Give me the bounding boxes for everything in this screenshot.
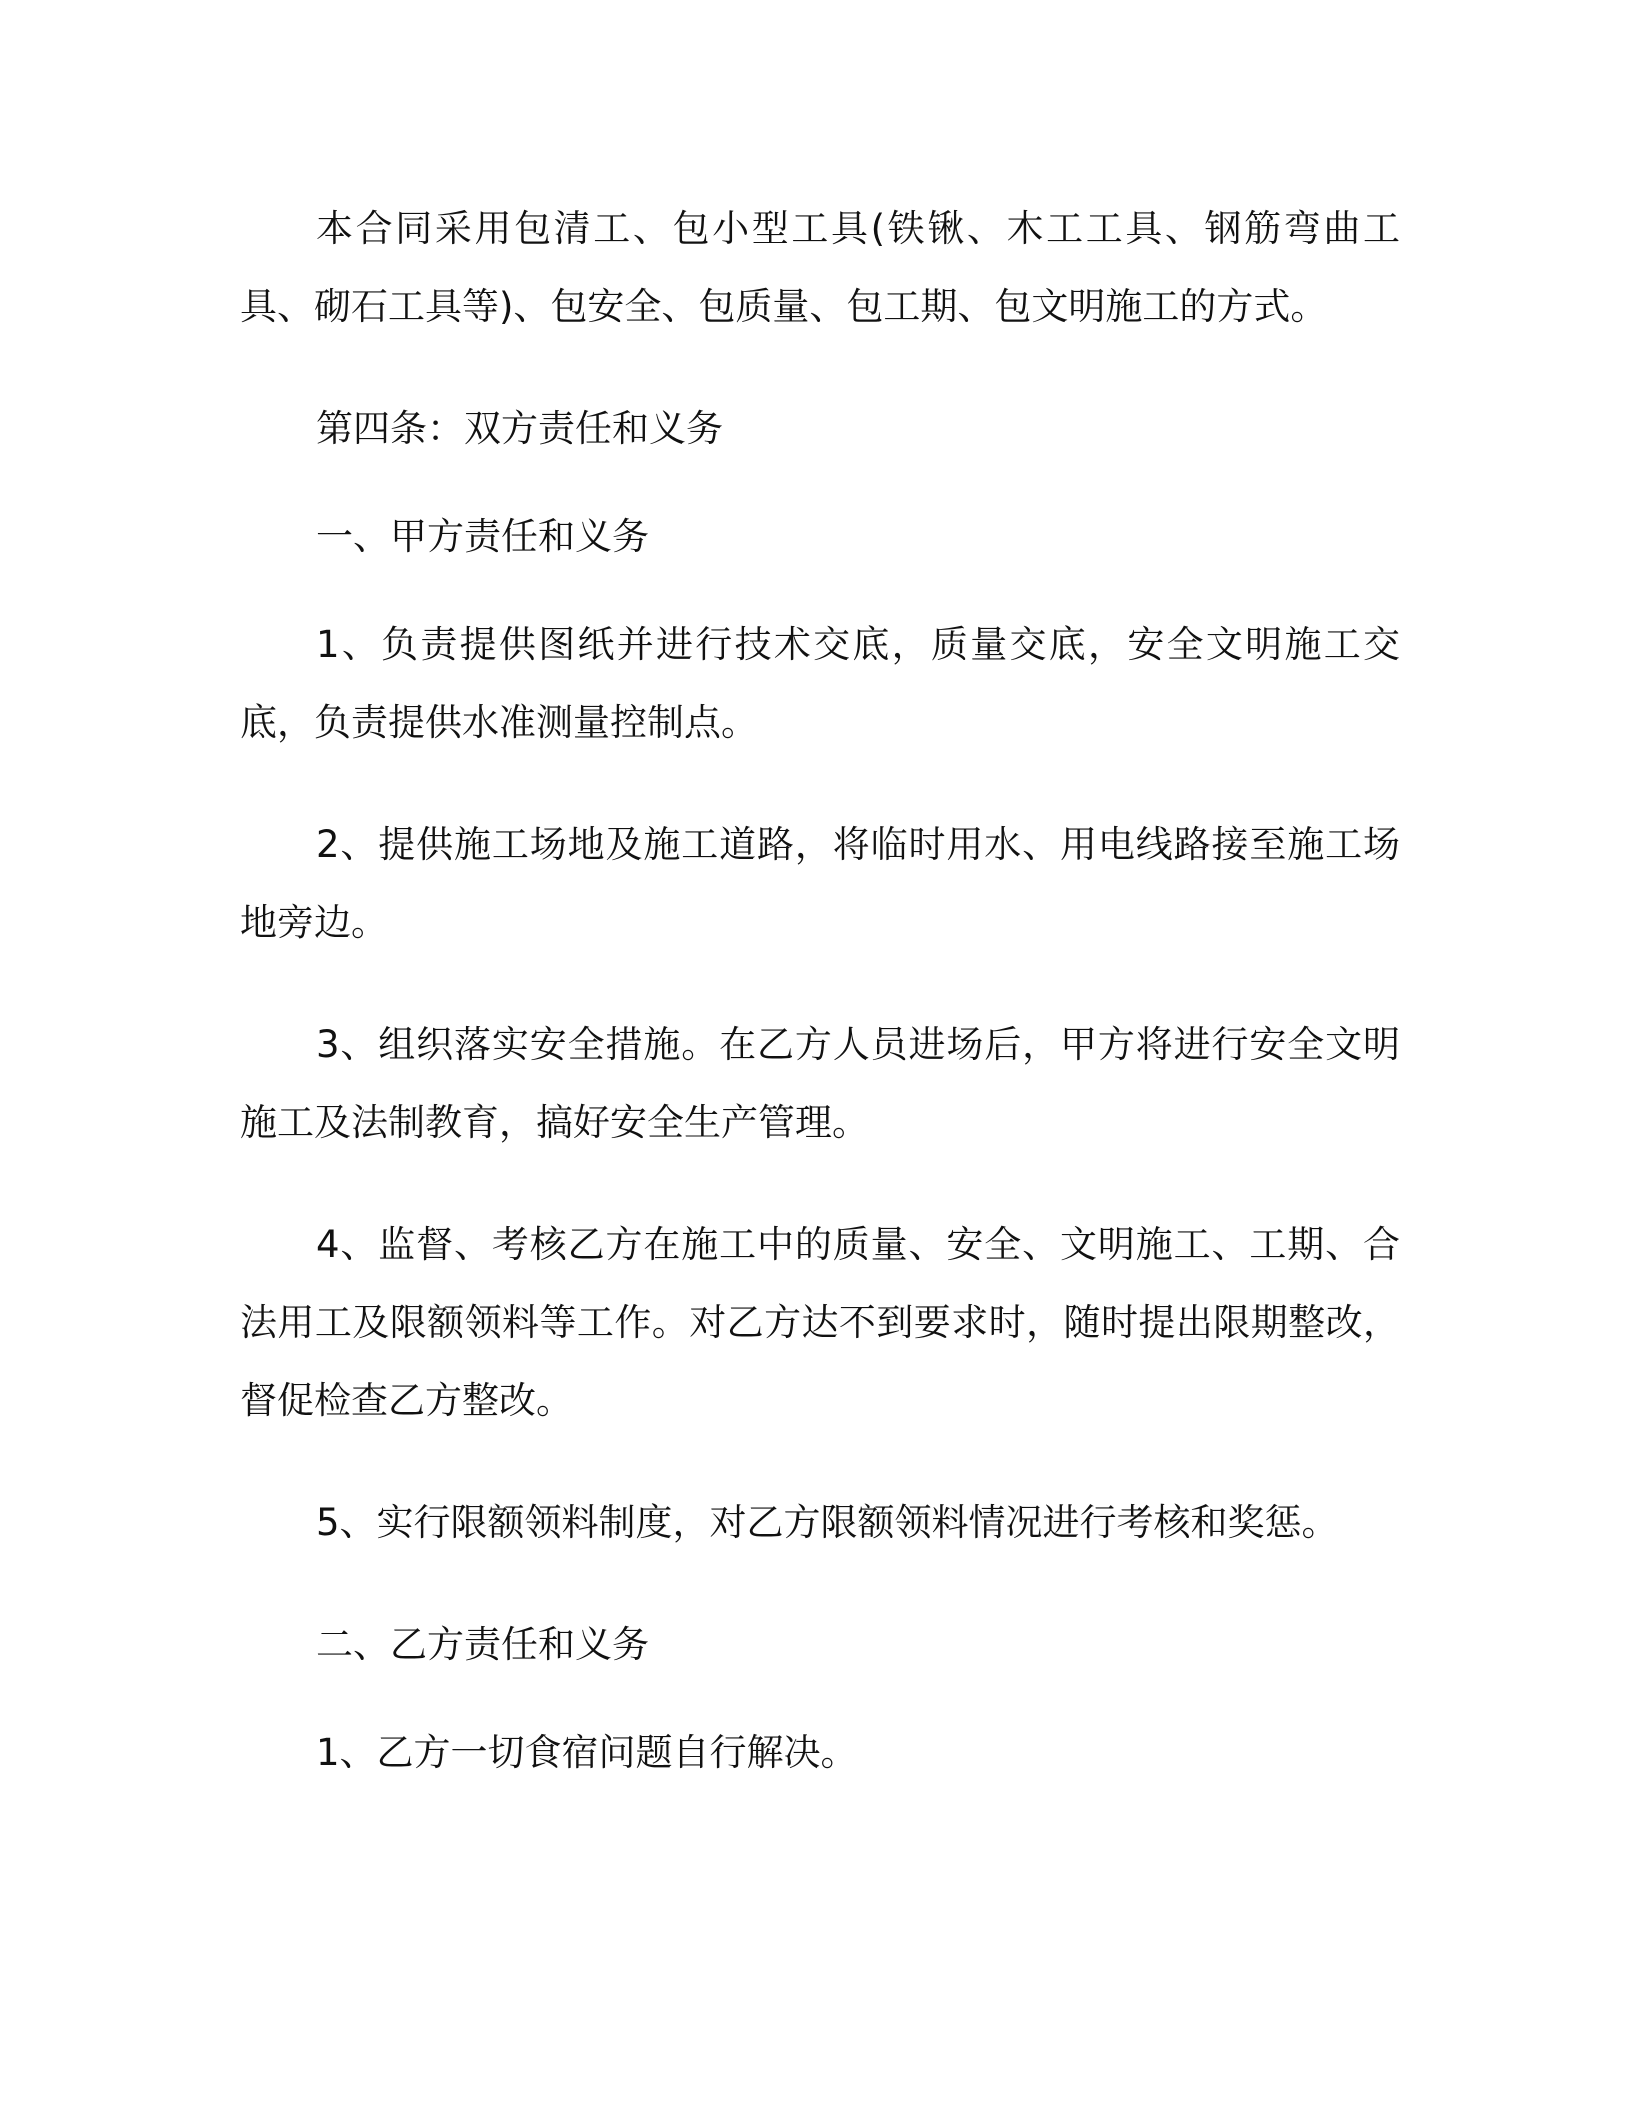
party-a-item-5: 5、实行限额领料制度，对乙方限额领料情况进行考核和奖惩。 xyxy=(316,1501,1339,1544)
paragraph-contract-method: 本合同采用包清工、包小型工具(铁锹、木工工具、钢筋弯曲工具、砌石工具等)、包安全、包质量、包工期、包文明施工的方式。 xyxy=(240,207,1400,328)
article-four-heading: 第四条：双方责任和义务 xyxy=(316,407,723,450)
party-b-section-heading: 二、乙方责任和义务 xyxy=(316,1623,649,1666)
party-a-item-4: 4、监督、考核乙方在施工中的质量、安全、文明施工、工期、合法用工及限额领料等工作。对乙方达不到要求时，随时提出限期整改，督促检查乙方整改。 xyxy=(240,1223,1400,1422)
party-b-item-1: 1、乙方一切食宿问题自行解决。 xyxy=(316,1731,858,1774)
document-body xyxy=(240,190,1400,1836)
party-a-item-2: 2、提供施工场地及施工道路，将临时用水、用电线路接至施工场地旁边。 xyxy=(240,823,1400,944)
party-a-section-heading: 一、甲方责任和义务 xyxy=(316,515,649,558)
party-a-item-1: 1、负责提供图纸并进行技术交底，质量交底，安全文明施工交底，负责提供水准测量控制点。 xyxy=(240,623,1400,744)
party-a-item-3: 3、组织落实安全措施。在乙方人员进场后，甲方将进行安全文明施工及法制教育，搞好安全生产管理。 xyxy=(240,1023,1400,1144)
